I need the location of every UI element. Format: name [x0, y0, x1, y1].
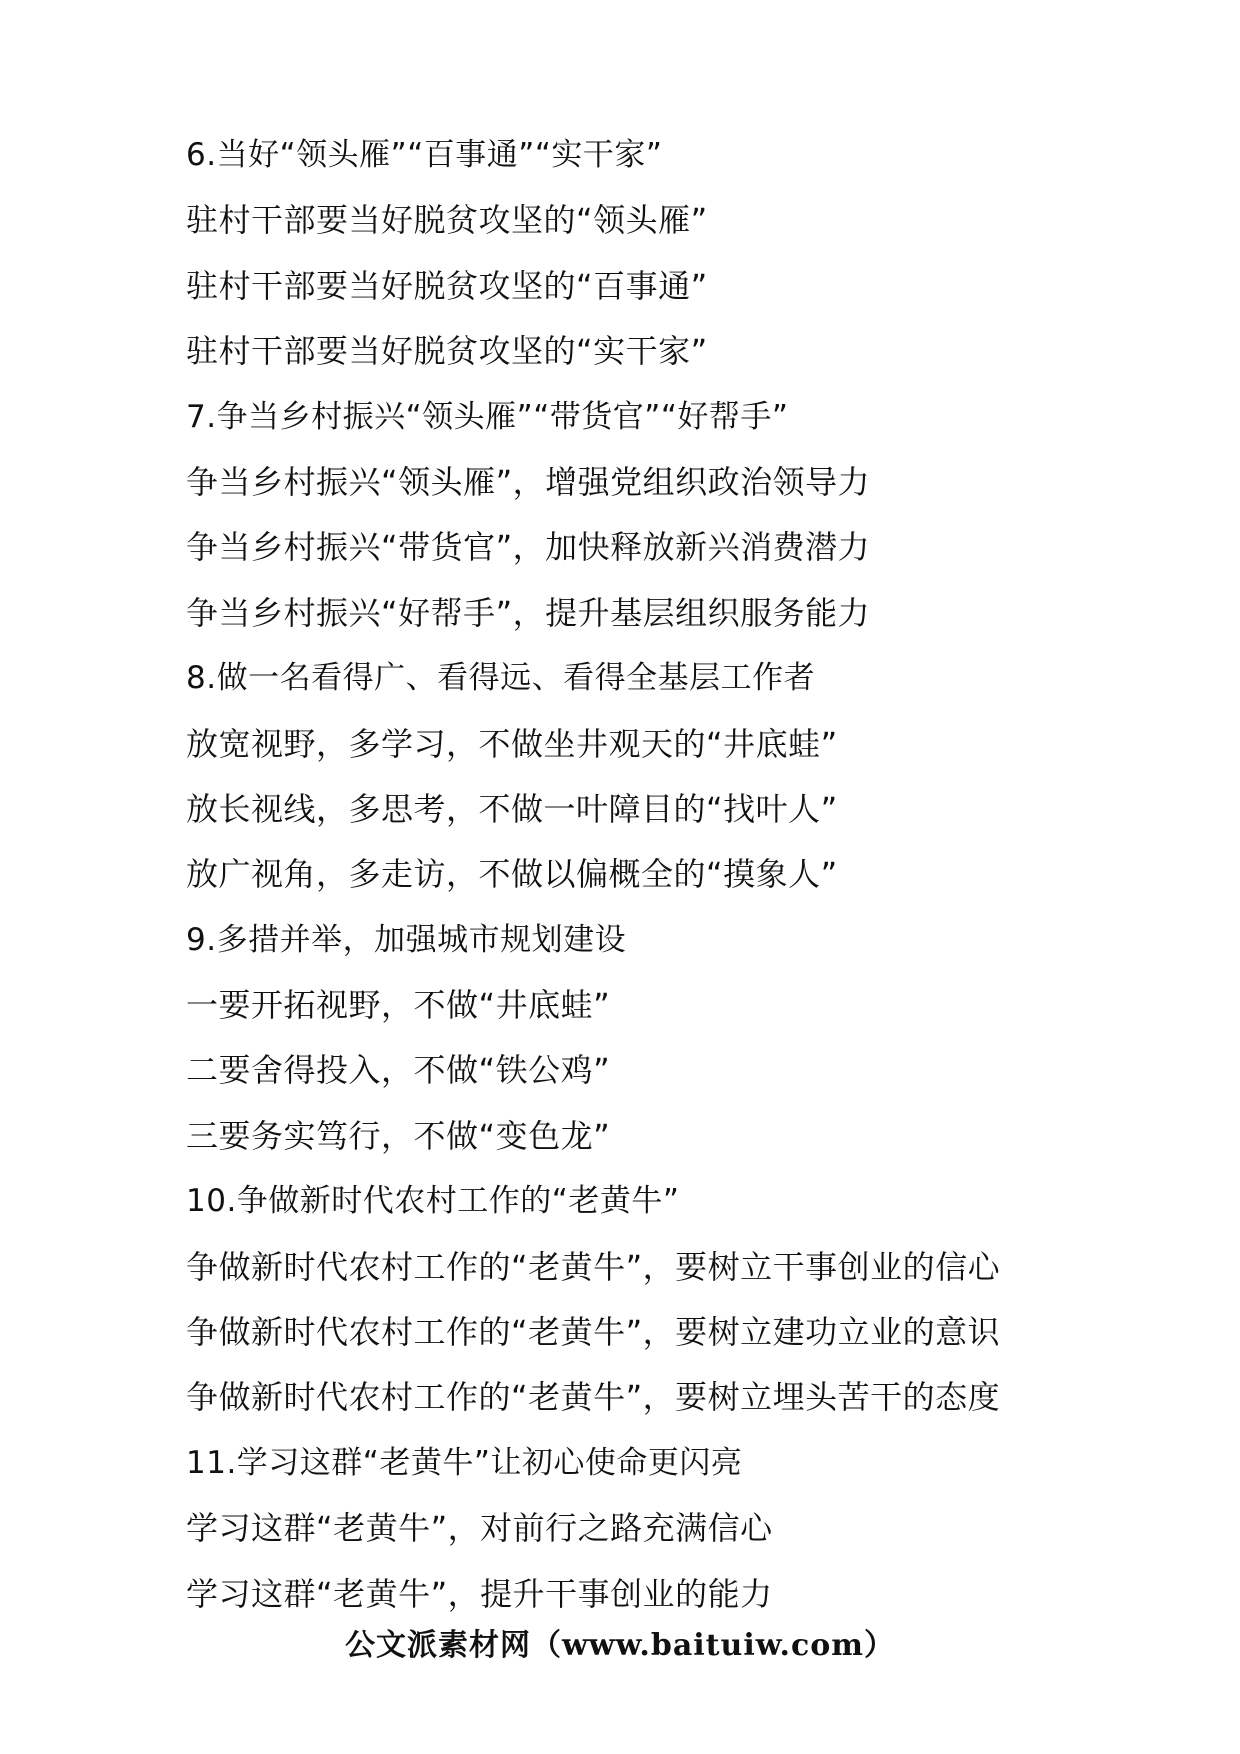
body-line: 争当乡村振兴“好帮手”，提升基层组织服务能力: [186, 593, 871, 632]
body-line: 放广视角，多走访，不做以偏概全的“摸象人”: [186, 855, 838, 894]
section-heading-10: 10.争做新时代农村工作的“老黄牛”: [186, 1183, 680, 1220]
body-line: 争做新时代农村工作的“老黄牛”，要树立埋头苦干的态度: [186, 1378, 1001, 1417]
body-line: 二要舍得投入，不做“铁公鸡”: [186, 1051, 611, 1090]
body-line: 放长视线，多思考，不做一叶障目的“找叶人”: [186, 789, 838, 828]
body-line: 驻村干部要当好脱贫攻坚的“百事通”: [186, 266, 708, 305]
body-line: 驻村干部要当好脱贫攻坚的“领头雁”: [186, 201, 708, 240]
body-line: 学习这群“老黄牛”，提升干事创业的能力: [186, 1574, 773, 1613]
body-line: 争做新时代农村工作的“老黄牛”，要树立干事创业的信心: [186, 1247, 1001, 1286]
body-line: 驻村干部要当好脱贫攻坚的“实干家”: [186, 332, 708, 371]
body-line: 争做新时代农村工作的“老黄牛”，要树立建功立业的意识: [186, 1313, 1001, 1352]
body-line: 放宽视野，多学习，不做坐井观天的“井底蛙”: [186, 724, 838, 763]
body-line: 学习这群“老黄牛”，对前行之路充满信心: [186, 1509, 773, 1548]
body-line: 三要务实笃行，不做“变色龙”: [186, 1116, 611, 1155]
section-heading-9: 9.多措并举，加强城市规划建设: [186, 921, 627, 958]
document-body: [186, 123, 1146, 1627]
section-heading-6: 6.当好“领头雁”“百事通”“实干家”: [186, 137, 663, 173]
section-heading-7: 7.争当乡村振兴“领头雁”“带货官”“好帮手”: [186, 398, 789, 435]
section-heading-8: 8.做一名看得广、看得远、看得全基层工作者: [186, 660, 816, 697]
body-line: 争当乡村振兴“带货官”，加快释放新兴消费潜力: [186, 528, 871, 567]
section-heading-11: 11.学习这群“老黄牛”让初心使命更闪亮: [186, 1444, 743, 1481]
footer-source: 公文派素材网（www.baituiw.com）: [344, 1628, 896, 1663]
body-line: 争当乡村振兴“领头雁”，增强党组织政治领导力: [186, 462, 871, 501]
body-line: 一要开拓视野，不做“井底蛙”: [186, 986, 611, 1025]
